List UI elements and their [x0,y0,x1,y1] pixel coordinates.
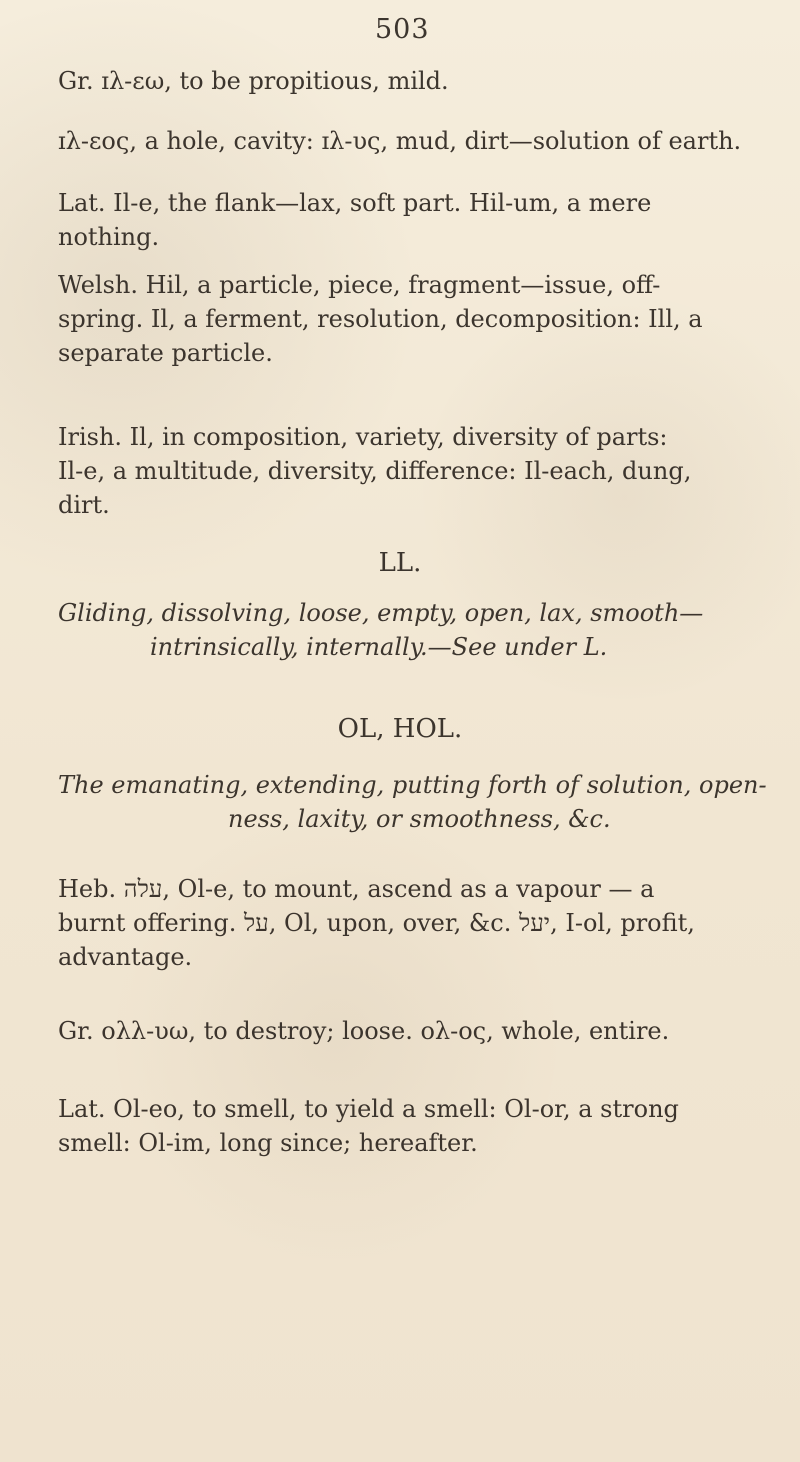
page-number: 503 [375,14,430,45]
text-line: Il-e, a multitude, diversity, difference: Il-each, dung, [58,457,692,485]
text-line: dirt. [58,491,110,519]
text-line: spring. Il, a ferment, resolution, decomposition: Ill, a [58,305,703,333]
section-ll-definition [58,596,742,664]
section-heading-ll: LL. [378,548,422,578]
text-line: ɪλ-εος, a hole, cavity: ɪλ-υς, mud, dirt—solution of earth. [58,127,742,155]
text-line: Welsh. Hil, a particle, piece, fragment—issue, off- [58,271,661,299]
text-line: nothing. [58,223,160,251]
text-line: Heb. עלה, Ol-e, to mount, ascend as a vapour — a [58,875,655,903]
text-line: advantage. [58,943,193,971]
text-line: Lat. Ol-eo, to smell, to yield a smell: Ol-or, a strong [58,1095,679,1123]
entry-hebrew-ol [58,872,742,974]
text-line: Irish. Il, in composition, variety, diversity of parts: [58,423,668,451]
section-ol-definition [58,768,767,836]
text-line: Gliding, dissolving, loose, empty, open, lax, smooth— [58,599,704,627]
text-line: intrinsically, internally.—See under L. [150,633,608,661]
text-line: smell: Ol-im, long since; hereafter. [58,1129,478,1157]
text-line: Gr. ɪλ-εω, to be propitious, mild. [58,67,449,95]
entry-welsh-il [58,268,742,370]
entry-greek-il [58,64,742,158]
text-line: ness, laxity, or smoothness, &c. [228,805,611,833]
entry-latin-ol [58,1092,742,1160]
text-line: The emanating, extending, putting forth of solution, open- [58,771,767,799]
text-line: burnt offering. על, Ol, upon, over, &c. יעל, I-ol, profit, [58,909,695,937]
entry-irish-il [58,420,742,522]
text-line: Lat. Il-e, the flank—lax, soft part. Hil-um, a mere [58,189,652,217]
text-line: separate particle. [58,339,273,367]
section-heading-ol-hol: OL, HOL. [337,714,463,744]
text-line: Gr. ολλ-υω, to destroy; loose. ολ-ος, whole, entire. [58,1017,670,1045]
entry-greek-ol [58,1014,742,1048]
entry-latin-il [58,186,742,254]
